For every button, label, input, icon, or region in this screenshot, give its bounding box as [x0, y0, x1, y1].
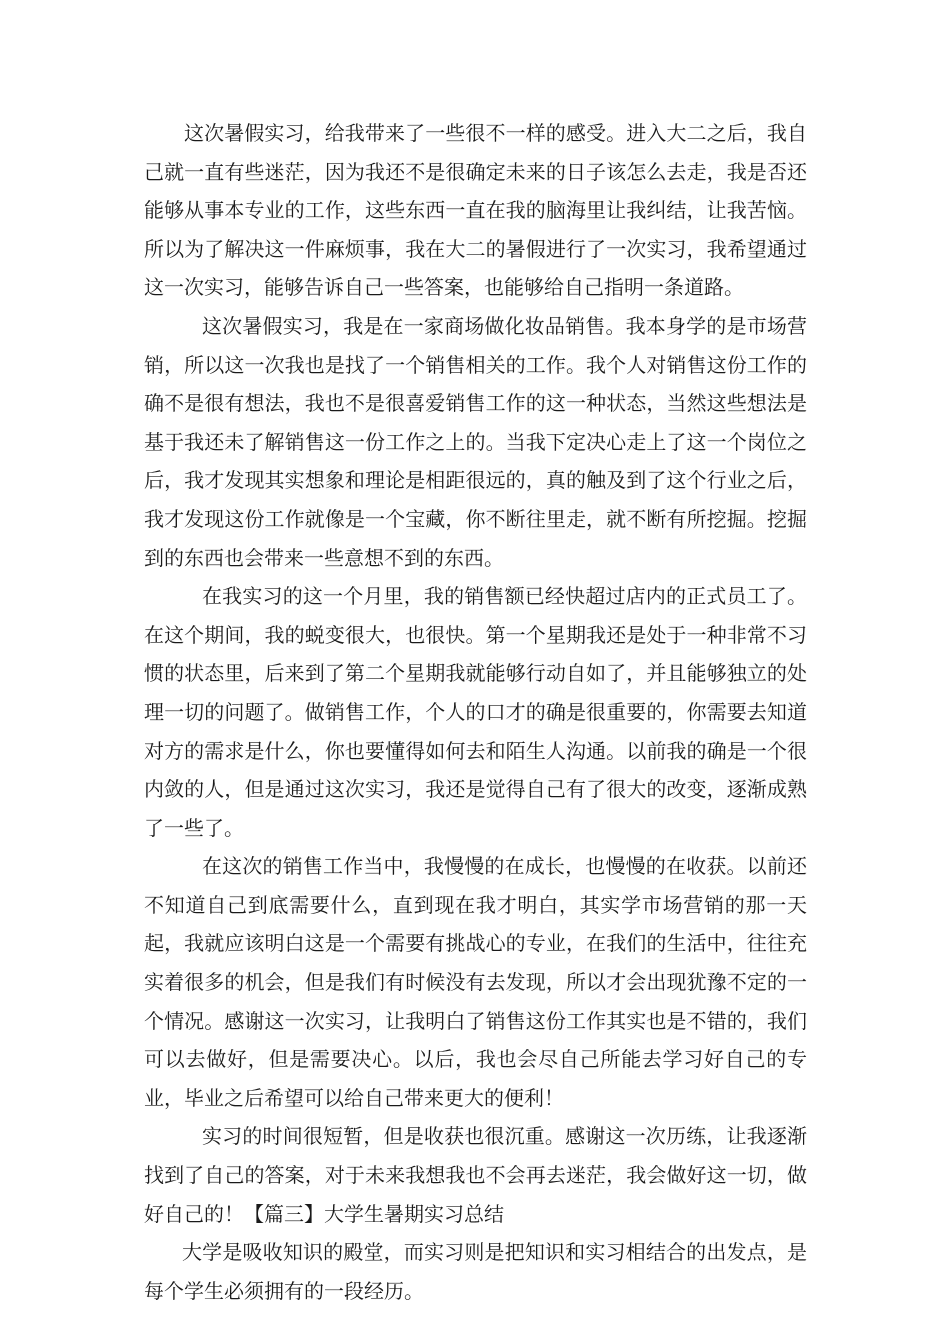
paragraph-2: 这次暑假实习，我是在一家商场做化妆品销售。我本身学的是市场营销，所以这一次我也是找了一个销售相关的工作。我个人对销售这份工作的确不是很有想法，我也不是很喜爱销售工作的这一种状态，当然这些想法是基于我还未了解销售这一份工作之上的。当我下定决心走上了这一个岗位之后，我才发现其实想象和理论是相距很远的，真的触及到了这个行业之后，我才发现这份工作就像是一个宝藏，你不断往里走，就不断有所挖掘。挖掘到的东西也会带来一些意想不到的东西。 — [144, 313, 807, 570]
paragraph-5: 实习的时间很短暂，但是收获也很沉重。感谢这一次历练，让我逐渐找到了自己的答案，对于未来我想我也不会再去迷茫，我会做好这一切，做好自己的！【篇三】大学生暑期实习总结 — [144, 1124, 807, 1226]
paragraph-4: 在这次的销售工作当中，我慢慢的在成长，也慢慢的在收获。以前还不知道自己到底需要什么，直到现在我才明白，其实学市场营销的那一天起，我就应该明白这是一个需要有挑战心的专业，在我们的生活中，往往充实着很多的机会，但是我们有时候没有去发现，所以才会出现犹豫不定的一个情况。感谢这一次实习，让我明白了销售这份工作其实也是不错的，我们可以去做好，但是需要决心。以后，我也会尽自己所能去学习好自己的专业，毕业之后希望可以给自己带来更大的便利！ — [144, 854, 807, 1110]
paragraph-1: 这次暑假实习，给我带来了一些很不一样的感受。进入大二之后，我自己就一直有些迷茫，因为我还不是很确定未来的日子该怎么去走，我是否还能够从事本专业的工作，这些东西一直在我的脑海里让我纠结，让我苦恼。所以为了解决这一件麻烦事，我在大二的暑假进行了一次实习，我希望通过这一次实习，能够告诉自己一些答案，也能够给自己指明一条道路。 — [144, 121, 807, 300]
paragraph-3: 在我实习的这一个月里，我的销售额已经快超过店内的正式员工了。在这个期间，我的蜕变很大，也很快。第一个星期我还是处于一种非常不习惯的状态里，后来到了第二个星期我就能够行动自如了，并且能够独立的处理一切的问题了。做销售工作，个人的口才的确是很重要的，你需要去知道对方的需求是什么，你也要懂得如何去和陌生人沟通。以前我的确是一个很内敛的人，但是通过这次实习，我还是觉得自己有了很大的改变，逐渐成熟了一些了。 — [144, 584, 807, 840]
paragraph-6: 大学是吸收知识的殿堂，而实习则是把知识和实习相结合的出发点，是每个学生必须拥有的一段经历。 — [144, 1240, 807, 1303]
document-body — [144, 114, 807, 1310]
